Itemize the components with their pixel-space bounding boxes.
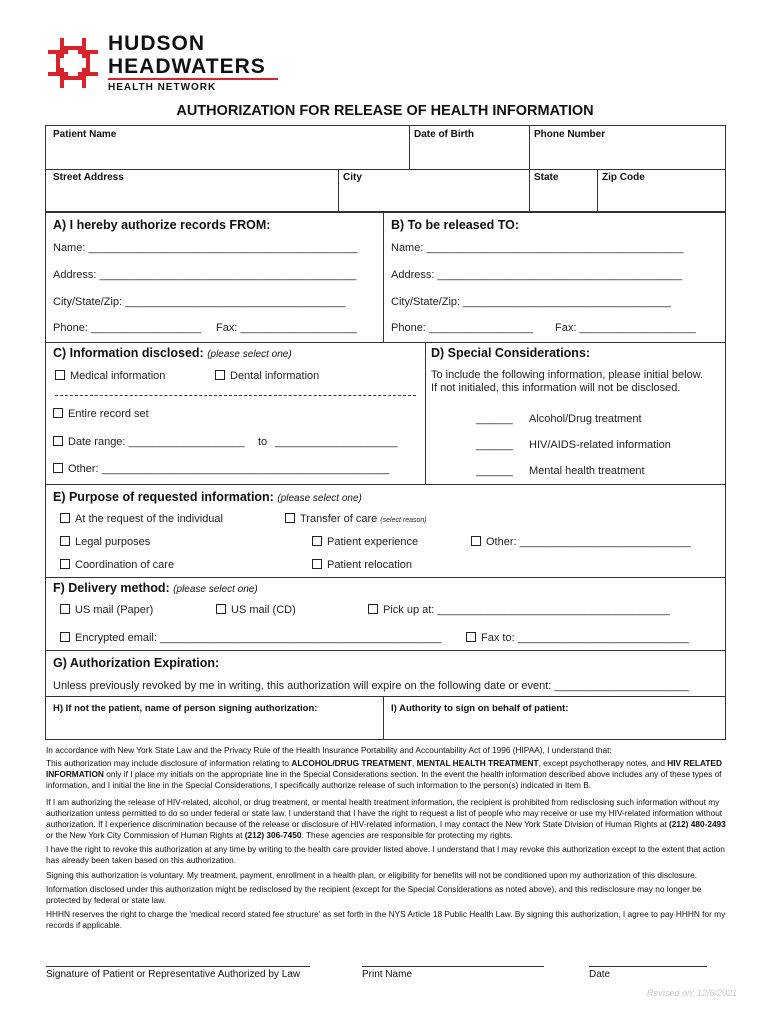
signer-authority-field[interactable]: I) Authority to sign on behalf of patient: xyxy=(391,703,569,714)
divider xyxy=(383,696,384,740)
signer-name-field[interactable]: H) If not the patient, name of person signing authorization: xyxy=(53,703,318,714)
checkbox-icon[interactable] xyxy=(215,370,225,380)
phone-number-field[interactable]: Phone Number xyxy=(534,129,606,140)
purpose-individual-option[interactable] xyxy=(60,513,223,525)
divider xyxy=(409,125,410,169)
divider xyxy=(45,342,726,343)
from-phone-field[interactable]: Phone: __________________ xyxy=(53,322,202,334)
hiv-label: HIV/AIDS-related information xyxy=(529,439,671,451)
zip-code-field[interactable]: Zip Code xyxy=(602,172,645,183)
date-line[interactable] xyxy=(589,966,707,967)
section-c-heading xyxy=(53,346,292,360)
date-range-option[interactable] xyxy=(53,436,245,448)
delivery-us-mail-cd-option[interactable] xyxy=(216,604,296,616)
hiv-initial-field[interactable]: ______ xyxy=(476,439,513,451)
checkbox-icon[interactable] xyxy=(53,408,63,418)
legal-paragraph-1: In accordance with New York State Law and the Privacy Rule of the Health Insurance Portability and Accountability Act of 1996 (HIPAA), I understand that: xyxy=(46,745,612,755)
date-range-to-label: to xyxy=(258,436,268,448)
expiration-field[interactable]: Unless previously revoked by me in writing, this authorization will expire on the following date or event: ______________________ xyxy=(53,680,689,692)
divider xyxy=(338,169,339,212)
section-e-note: (please select one) xyxy=(277,493,362,504)
legal-paragraph-2: This authorization may include disclosure of information relating to ALCOHOL/DRUG TREATMENT, MENTAL HEALTH TREATMENT, except psychotherapy notes, and HIV RELATED INFORMATION only if I place my initials on the appropriate line in the Special Considerations section. In the event the health information described above includes any of these types of information, and I initial the line in the Special Considerations, I specifically authorize release of such information to the person(s) indicated in Item B. xyxy=(46,758,722,790)
date-of-birth-field[interactable]: Date of Birth xyxy=(414,129,474,140)
state-field[interactable]: State xyxy=(534,172,559,183)
logo-text-health-network: HEALTH NETWORK xyxy=(108,82,217,93)
divider xyxy=(383,212,384,342)
legal-paragraph-7: HHHN reserves the right to charge the 'medical record stated fee structure' as set forth in the NYS Article 18 Public Health Law. By signing this authorization, I agree to pay HHHN for my records if applicable. xyxy=(46,909,726,930)
purpose-other-option[interactable] xyxy=(471,536,691,548)
option-label: Dental information xyxy=(230,370,320,382)
mental-health-initial-field[interactable]: ______ xyxy=(476,465,513,477)
option-label: US mail (CD) xyxy=(231,604,296,616)
form-title: AUTHORIZATION FOR RELEASE OF HEALTH INFORMATION xyxy=(176,103,594,119)
option-label: Transfer of care xyxy=(300,513,378,525)
signature-label: Signature of Patient or Representative Authorized by Law xyxy=(46,969,301,980)
purpose-patient-experience-option[interactable] xyxy=(312,536,418,548)
legal-paragraph-3: If I am authorizing the release of HIV-related, alcohol, or drug treatment, or mental health treatment information, the recipient is prohibited from redisclosing such information without my authorization unless permitted to do so under federal or state law. I understand that I have the right to request a list of people who may receive or use my HIV-related information without authorization. If I experience discrimination because of the release or disclosure of HIV-related information, I may contact the New York State Division of Human Rights at (212) 480-2493 or the New York City Commission of Human Rights at (212) 306-7450. These agencies are responsible for protecting my rights. xyxy=(46,797,726,840)
purpose-legal-option[interactable] xyxy=(60,536,150,548)
checkbox-icon[interactable] xyxy=(312,559,322,569)
checkbox-icon[interactable] xyxy=(60,632,70,642)
purpose-relocation-option[interactable] xyxy=(312,559,412,571)
section-f-title: F) Delivery method: xyxy=(53,581,170,595)
checkbox-icon[interactable] xyxy=(53,463,63,473)
section-c-title: C) Information disclosed: xyxy=(53,346,204,360)
option-label: Medical information xyxy=(70,370,166,382)
delivery-us-mail-paper-option[interactable] xyxy=(60,604,153,616)
dashed-divider xyxy=(55,395,416,396)
legal-paragraph-5: Signing this authorization is voluntary. My treatment, payment, enrollment in a health plan, or eligibility for benefits will not be conditioned upon my authorization of this disclosure. xyxy=(46,870,698,880)
option-label: US mail (Paper) xyxy=(75,604,154,616)
checkbox-icon[interactable] xyxy=(60,513,70,523)
street-address-field[interactable]: Street Address xyxy=(53,172,124,183)
section-e-heading xyxy=(53,490,362,504)
from-name-field[interactable]: Name: ____________________________________________ xyxy=(53,242,358,254)
to-phone-field[interactable]: Phone: _________________ xyxy=(391,322,533,334)
logo-divider xyxy=(108,78,278,80)
section-b-heading: B) To be released TO: xyxy=(391,218,520,232)
dental-information-option[interactable] xyxy=(215,370,319,382)
option-label: Patient experience xyxy=(327,536,419,548)
from-fax-field[interactable]: Fax: ___________________ xyxy=(216,322,357,334)
section-e-title: E) Purpose of requested information: xyxy=(53,490,274,504)
divider xyxy=(529,125,530,212)
checkbox-icon[interactable] xyxy=(55,370,65,380)
option-label: Encrypted email: ______________________________________________ xyxy=(75,632,442,644)
delivery-fax-option[interactable] xyxy=(466,632,689,644)
delivery-pick-up-option[interactable] xyxy=(368,604,670,616)
option-label: Fax to: ____________________________ xyxy=(481,632,689,644)
divider xyxy=(597,169,598,212)
other-information-option[interactable] xyxy=(53,463,389,475)
alcohol-drug-label: Alcohol/Drug treatment xyxy=(529,413,642,425)
divider xyxy=(45,169,726,170)
medical-information-option[interactable] xyxy=(55,370,165,382)
city-field[interactable]: City xyxy=(343,172,362,183)
section-d-instruction-1: To include the following information, please initial below. xyxy=(431,369,704,381)
divider xyxy=(45,577,726,578)
purpose-transfer-of-care-option[interactable] xyxy=(285,513,427,525)
divider xyxy=(45,650,726,651)
hudson-headwaters-logo-icon xyxy=(46,36,100,90)
date-label: Date xyxy=(589,969,611,980)
from-city-state-zip-field[interactable]: City/State/Zip: ____________________________________ xyxy=(53,296,346,308)
option-note: (select reason) xyxy=(380,517,427,524)
to-address-field[interactable]: Address: ________________________________________ xyxy=(391,269,683,281)
alcohol-drug-initial-field[interactable]: ______ xyxy=(476,413,513,425)
section-c-note: (please select one) xyxy=(207,349,292,360)
legal-paragraph-4: I have the right to revoke this authorization at any time by writing to the health care provider listed above. I understand that I may revoke this authorization except to the extent that action has already been taken based on this authorization. xyxy=(46,844,725,865)
signature-line[interactable] xyxy=(46,966,310,967)
checkbox-icon[interactable] xyxy=(216,604,226,614)
divider xyxy=(45,484,726,485)
mental-health-label: Mental health treatment xyxy=(529,465,645,477)
option-label: Date range: ___________________ xyxy=(68,436,245,448)
logo-text-hudson: HUDSON xyxy=(108,32,206,55)
checkbox-icon[interactable] xyxy=(53,436,63,446)
option-label: Legal purposes xyxy=(75,536,151,548)
section-a-heading: A) I hereby authorize records FROM: xyxy=(53,218,271,232)
option-label: Pick up at: ______________________________________ xyxy=(383,604,670,616)
to-name-field[interactable]: Name: __________________________________________ xyxy=(391,242,684,254)
legal-paragraph-6: Information disclosed under this authorization might be redisclosed by the recipient (except for the Special Considerations as noted above), and this redisclosure may no longer be protected by federal or state law. xyxy=(46,884,702,905)
logo-text-headwaters: HEADWATERS xyxy=(108,55,266,78)
print-name-label: Print Name xyxy=(362,969,413,980)
option-label: Other: ____________________________ xyxy=(486,536,691,548)
section-f-heading xyxy=(53,581,258,595)
entire-record-set-option[interactable] xyxy=(53,408,149,420)
print-name-line[interactable] xyxy=(362,966,544,967)
checkbox-icon[interactable] xyxy=(368,604,378,614)
section-g-heading: G) Authorization Expiration: xyxy=(53,656,220,670)
option-label: Coordination of care xyxy=(75,559,175,571)
option-label: Entire record set xyxy=(68,408,149,420)
option-label: Other: _______________________________________________ xyxy=(68,463,390,475)
checkbox-icon[interactable] xyxy=(60,536,70,546)
to-city-state-zip-field[interactable]: City/State/Zip: __________________________________ xyxy=(391,296,672,308)
section-d-instruction-2: If not initialed, this information will not be disclosed. xyxy=(431,382,681,394)
revision-date: Revised on: 12/6/2021 xyxy=(646,988,737,998)
checkbox-icon[interactable] xyxy=(60,559,70,569)
purpose-coordination-option[interactable] xyxy=(60,559,174,571)
from-address-field[interactable]: Address: __________________________________________ xyxy=(53,269,357,281)
checkbox-icon[interactable] xyxy=(312,536,322,546)
patient-name-field[interactable]: Patient Name xyxy=(53,129,117,140)
checkbox-icon[interactable] xyxy=(60,604,70,614)
divider xyxy=(45,696,726,697)
date-range-end-field[interactable]: ____________________ xyxy=(275,436,398,448)
option-label: At the request of the individual xyxy=(75,513,223,525)
to-fax-field[interactable]: Fax: ___________________ xyxy=(555,322,696,334)
section-d-heading: D) Special Considerations: xyxy=(431,346,591,360)
checkbox-icon[interactable] xyxy=(466,632,476,642)
checkbox-icon[interactable] xyxy=(285,513,295,523)
checkbox-icon[interactable] xyxy=(471,536,481,546)
option-label: Patient relocation xyxy=(327,559,412,571)
divider xyxy=(425,342,426,484)
section-f-note: (please select one) xyxy=(173,584,258,595)
delivery-encrypted-email-option[interactable] xyxy=(60,632,441,644)
